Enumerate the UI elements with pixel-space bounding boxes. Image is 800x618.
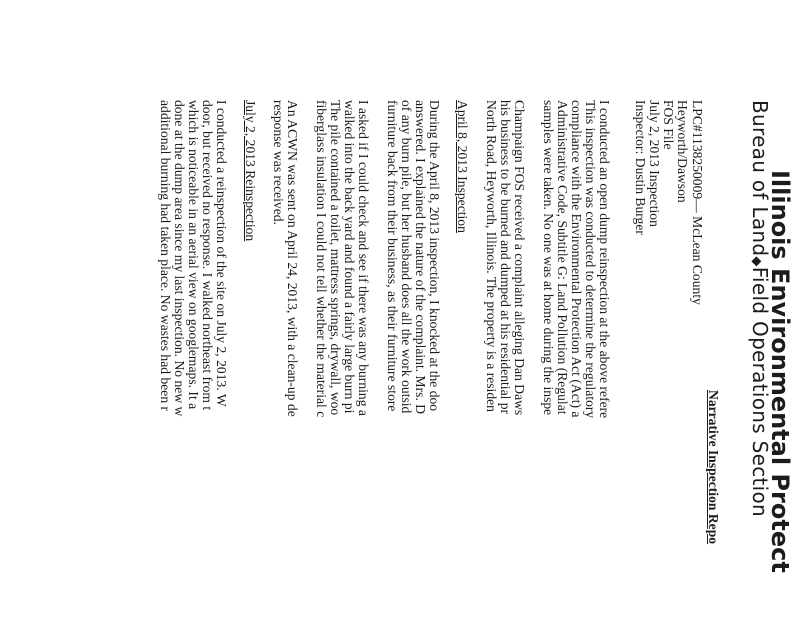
paragraph-line: An ACWN was sent on April 24, 2013, with a clean-up de — [285, 100, 300, 417]
paragraph-line: The pile contained a toilet, mattress springs, drywall, woo — [328, 100, 343, 416]
paragraph-line: I conducted an open dump reinspection at the above refere — [597, 100, 612, 419]
report-heading: Narrative Inspection Repo — [706, 390, 721, 545]
id-line: Inspector: Dustin Burger — [633, 100, 648, 235]
bureau-subtitle — [750, 100, 770, 517]
paragraph-line: furniture back from their business, as their furniture store — [385, 100, 400, 412]
paragraph-line: of any burn pile, but her husband does all the work outsid — [399, 100, 414, 414]
id-line: FOS File — [661, 100, 676, 150]
bureau-name: Bureau of Land — [748, 100, 772, 257]
diamond-bullet-icon: ◆ — [749, 256, 764, 267]
paragraph-line: Champaign FOS received a complaint alleging Dan Daws — [512, 100, 527, 416]
id-line: Heyworth/Dawson — [675, 100, 690, 203]
section-heading: April 8, 2013 Inspection — [455, 100, 470, 233]
section-name: Field Operations Section — [748, 266, 772, 518]
paragraph-line: During the April 8, 2013 inspection, I knocked at the doo — [427, 100, 442, 412]
paragraph-line: additional burning had taken place. No wastes had been r — [158, 100, 173, 412]
paragraph-line: I conducted a reinspection of the site on July 2, 2013. W — [214, 100, 229, 407]
paragraph-line: response was received. — [271, 100, 286, 225]
id-line: July 2, 2013 Inspection — [647, 100, 662, 227]
paragraph-line: door, but received no response. I walked northeast from t — [200, 100, 215, 411]
paragraph-line: fiberglass insulation I could not tell whether the material c — [314, 100, 329, 418]
paragraph-line: done at the dump area since my last inspection. No new w — [172, 100, 187, 417]
paragraph-line: his business to be burned and dumped at his residential pr — [498, 100, 513, 415]
paragraph-line: Administrative Code, Subtitle G: Land Pollution (Regulat — [555, 100, 570, 415]
section-heading: July 2, 2013 Reinspection — [243, 100, 258, 242]
agency-title: Illinois Environmental Protect — [766, 170, 794, 573]
id-line: LPC#1138250009— McLean County — [690, 100, 705, 305]
paragraph-line: North Road, Heyworth, Illinois. The property is a residen — [484, 100, 499, 412]
paragraph-line: which is noticeable in an aerial view on googlemaps. It a — [186, 100, 201, 410]
paragraph-line: samples were taken. No one was at home during the inspe — [541, 100, 556, 416]
paragraph-line: compliance with the Environmental Protection Act (Act) a — [569, 100, 584, 418]
paragraph-line: answered. I explained the nature of the complaint. Mrs. D — [413, 100, 428, 415]
paragraph-line: This inspection was conducted to determine the regulatory — [583, 100, 598, 419]
paragraph-line: walked into the back yard and found a fairly large burn pi — [342, 100, 357, 414]
paragraph-line: I asked if I could check and see if there was any burning a — [356, 100, 371, 416]
